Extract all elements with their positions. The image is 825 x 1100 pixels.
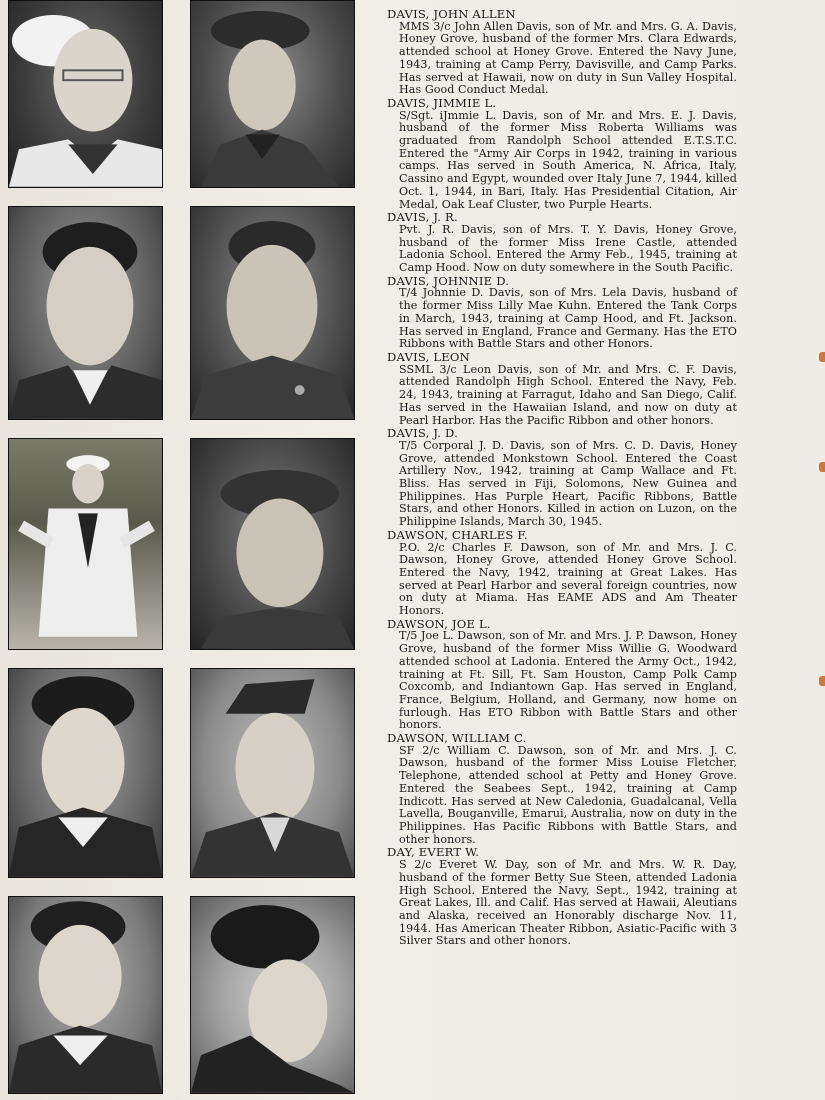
portrait-photo-joe-l-dawson [190, 668, 355, 878]
entry-name: DAVIS, JIMMIE L. [387, 95, 497, 110]
entry-joe-l-dawson [387, 618, 737, 732]
entry-name: DAY, EVERT W. [387, 845, 480, 860]
entry-bio: S 2/c Everet W. Day, son of Mr. and Mrs. W. R. Day, husband of the former Betty Sue Steen, attended Ladonia High School. Entered the Navy, Sept., 1942, training at Great Lakes, Ill. and Calif. Has served at Hawaii, Aleutians and Alaska, received an Honorably discharge Nov. 11, 1944. Has American Theater Ribbon, Asiatic-Pacific with 3 Silver Stars and other honors. [399, 858, 737, 948]
entry-william-c-dawson [387, 732, 737, 846]
entry-name: DAWSON, CHARLES F. [387, 527, 528, 542]
entry-jimmie-l-davis [387, 97, 737, 211]
entry-bio: T/4 Johnnie D. Davis, son of Mrs. Lela Davis, husband of the former Miss Lilly Mae Kuhn. Entered the Tank Corps in March, 1943, training at Camp Hood, and Ft. Jackson. Has served in England, France and Germany. Has the ETO Ribbons with Battle Stars and other Honors. [399, 286, 737, 351]
civilian-portrait-icon [9, 207, 162, 419]
portrait-photo-charles-f-dawson [8, 668, 163, 878]
entry-charles-f-dawson [387, 529, 737, 618]
service-record-list [387, 8, 737, 948]
entry-bio: T/5 Joe L. Dawson, son of Mr. and Mrs. J. P. Dawson, Honey Grove, husband of the former Miss Willie G. Woodward attended school at Ladonia. Entered the Army Oct., 1942, training at Ft. Sill, Ft. Sam Houston, Camp Polk Camp Coxcomb, and Indiantown Gap. Has served in England, France, Belgium, Holland, and Germany, now home on furlough. Has ETO Ribbon with Battle Stars and other honors. [399, 629, 737, 732]
entry-name: DAVIS, JOHN ALLEN [387, 7, 516, 21]
portrait-photo-john-allen-davis [8, 0, 163, 188]
portrait-photo-j-d-davis [190, 438, 355, 650]
entry-name: DAVIS, LEON [387, 349, 470, 364]
entry-evert-w-day [387, 846, 737, 948]
portrait-photo-william-c-dawson [8, 896, 163, 1094]
entry-name: DAVIS, J. D. [387, 426, 459, 441]
entry-j-d-davis [387, 427, 737, 529]
entry-bio: SSML 3/c Leon Davis, son of Mr. and Mrs. C. F. Davis, attended Randolph High School. Entered the Navy, Feb. 24, 1943, training at Farragut, Idaho and San Diego, Calif. Has served in the Hawaiian Island, and now on duty at Pearl Harbor. Has the Pacific Ribbon and other honors. [399, 362, 737, 427]
entry-leon-davis [387, 351, 737, 427]
binder-hole-mark [819, 462, 825, 472]
sailor-portrait-icon [9, 1, 162, 187]
portrait-photo-j-r-davis [8, 206, 163, 420]
entry-bio: Pvt. J. R. Davis, son of Mrs. T. Y. Davis, Honey Grove, husband of the former Miss Irene Castle, attended Ladonia School. Entered the Army Feb., 1945, training at Camp Hood. Now on duty somewhere in the South Pacific. [399, 222, 737, 275]
entry-bio: T/5 Corporal J. D. Davis, son of Mrs. C. D. Davis, Honey Grove, attended Monkstown School. Entered the Coast Artillery Nov., 1942, training at Camp Wallace and Ft. Bliss. Has served in Fiji, Solomons, New Guinea and Philippines. Has Purple Heart, Pacific Ribbons, Battle Stars, and other Honors. Killed in action on Luzon, on the Philippine Islands, March 30, 1945. [399, 438, 737, 529]
entry-bio: P.O. 2/c Charles F. Dawson, son of Mr. and Mrs. J. C. Dawson, Honey Grove, attended Honey Grove School. Entered the Navy, 1942, training at Great Lakes. Has served at Pearl Harbor and several foreign countries, now on duty at Miama. Has EAME ADS and Am Theater Honors. [399, 540, 737, 618]
soldier-portrait-icon [191, 1, 354, 187]
entry-name: DAVIS, J. R. [387, 210, 458, 225]
entry-bio: S/Sgt. iJmmie L. Davis, son of Mr. and Mrs. E. J. Davis, husband of the former Miss Roberta Williams was graduated from Randolph School attended E.T.S.T.C. Entered the "Army Air Corps in 1942, training in various camps. Has served in South America, N. Africa, Italy, Cassino and Egypt, wounded over Italy June 7, 1944, killed Oct. 1, 1944, in Bari, Italy. Has Presidential Citation, Air Medal, Oak Leaf Cluster, two Purple Hearts. [399, 108, 737, 211]
binder-hole-mark [819, 676, 825, 686]
soldier-portrait-icon [191, 439, 354, 649]
entry-john-allen-davis [387, 8, 737, 97]
entry-j-r-davis [387, 211, 737, 275]
soldier-portrait-icon [191, 669, 354, 877]
sailor-full-length-icon [9, 439, 162, 649]
binder-hole-mark [819, 352, 825, 362]
entry-name: DAWSON, WILLIAM C. [387, 731, 527, 746]
entry-bio: MMS 3/c John Allen Davis, son of Mr. and Mrs. G. A. Davis, Honey Grove, husband of the former Mrs. Clara Edwards, attended school at Honey Grove. Entered the Navy June, 1943, training at Camp Perry, Davisville, and Camp Parks. Has served at Hawaii, now on duty in Sun Valley Hospital. Has Good Conduct Medal. [399, 19, 737, 97]
portrait-photo-evert-w-day [190, 896, 355, 1094]
portrait-photo-jimmie-l-davis [190, 0, 355, 188]
entry-name: DAWSON, JOE L. [387, 616, 491, 631]
portrait-photo-johnnie-d-davis [190, 206, 355, 420]
entry-name: DAVIS, JOHNNIE D. [387, 273, 510, 288]
sailor-portrait-icon [9, 669, 162, 877]
sailor-portrait-icon [191, 897, 354, 1093]
sailor-portrait-icon [9, 897, 162, 1093]
entry-johnnie-d-davis [387, 275, 737, 351]
entry-bio: SF 2/c William C. Dawson, son of Mr. and Mrs. J. C. Dawson, husband of the former Miss Louise Fletcher, Telephone, attended school at Petty and Honey Grove. Entered the Seabees Sept., 1942, training at Camp Indicott. Has served at New Caledonia, Guadalcanal, Vella Lavella, Bouganville, Emarui, Australia, now on duty in the Philippines. Has Pacific Ribbons with Battle Stars, and other honors. [399, 743, 737, 846]
portrait-photo-leon-davis [8, 438, 163, 650]
soldier-portrait-icon [191, 207, 354, 419]
